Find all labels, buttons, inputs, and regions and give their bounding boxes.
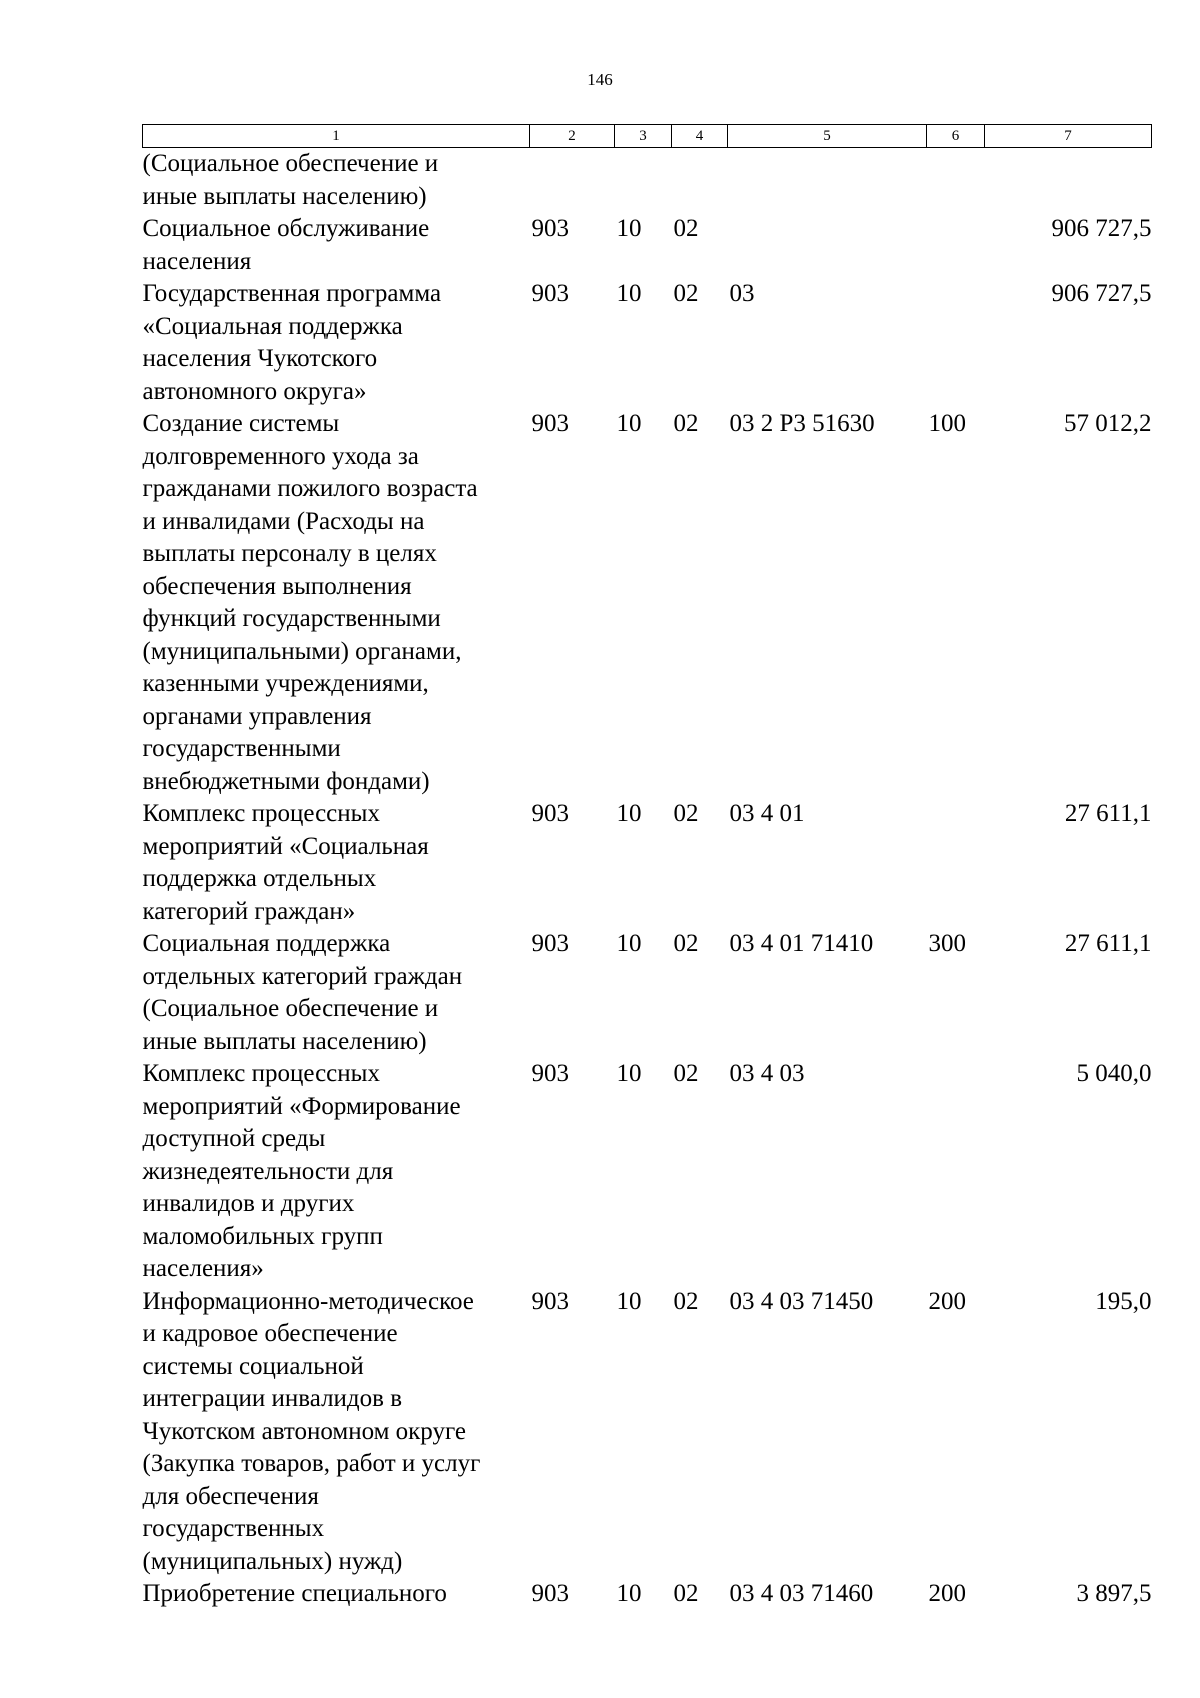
table-row	[143, 1578, 1152, 1611]
row-subsection-cell: 02	[673, 280, 699, 307]
row-target-article-cell	[728, 148, 927, 214]
row-expense-type-cell: 200	[928, 1580, 966, 1607]
row-amount-cell: 906 727,5	[1051, 215, 1152, 242]
row-expense-type-cell: 100	[928, 410, 966, 437]
column-header-6: 6	[927, 125, 985, 148]
row-name-cell: Приобретение специального	[142, 1580, 447, 1607]
row-section-cell: 10	[616, 1060, 642, 1087]
row-name-cell: Государственная программа «Социальная поддержка населения Чукотского автономного округа»	[142, 280, 442, 405]
row-name-cell: (Социальное обеспечение и иные выплаты населению)	[142, 150, 439, 210]
row-amount-cell: 27 611,1	[1064, 800, 1152, 827]
row-target-article-cell: 03 2 Р3 51630	[729, 410, 875, 437]
row-target-article-cell: 03 4 01 71410	[729, 930, 874, 957]
row-name-cell: Информационно-методическое и кадровое обеспечение системы социальной интеграции инвалидов в Чукотском автономном округе (Закупка товаров, работ и услуг для обеспечения государственных (муниципальных) нужд)	[142, 1287, 481, 1575]
table-row	[143, 148, 1152, 214]
row-gr-code-cell: 903	[531, 930, 569, 957]
row-subsection-cell: 02	[673, 1580, 699, 1607]
column-header-1: 1	[143, 125, 530, 148]
row-gr-code-cell: 903	[531, 1060, 569, 1087]
row-gr-code-cell: 903	[531, 280, 569, 307]
table-row	[143, 1286, 1152, 1579]
row-target-article-cell: 03 4 03 71450	[729, 1287, 874, 1315]
row-subsection-cell: 02	[673, 215, 699, 242]
table-row	[143, 278, 1152, 408]
row-expense-type-cell	[927, 213, 985, 278]
row-subsection-cell: 02	[673, 1287, 699, 1315]
row-subsection-cell: 02	[673, 930, 699, 957]
table-row	[143, 213, 1152, 278]
row-expense-type-cell	[927, 148, 985, 214]
row-name-cell: Социальная поддержка отдельных категорий граждан (Социальное обеспечение и иные выплаты населению)	[142, 930, 463, 1055]
row-amount-cell: 906 727,5	[1051, 280, 1152, 307]
row-expense-type-cell	[927, 278, 985, 408]
row-name-cell: Создание системы долговременного ухода за гражданами пожилого возраста и инвалидами (Расходы на выплаты персоналу в целях обеспечения выполнения функций государственными (муниципальными) органами, казенными учреждениями, органами управления государственными внебюджетными фондами)	[142, 410, 478, 795]
row-subsection-cell: 02	[673, 410, 699, 437]
column-header-7: 7	[985, 125, 1152, 148]
column-header-2: 2	[530, 125, 615, 148]
row-subsection-cell	[672, 148, 728, 214]
column-header-5: 5	[728, 125, 927, 148]
column-header-3: 3	[615, 125, 672, 148]
row-amount-cell: 57 012,2	[1064, 410, 1152, 437]
budget-table	[142, 124, 1152, 1611]
table-row	[143, 408, 1152, 798]
row-amount-cell: 5 040,0	[1076, 1060, 1152, 1087]
row-gr-code-cell: 903	[531, 800, 569, 827]
row-gr-code-cell: 903	[531, 215, 569, 242]
row-amount-cell	[985, 148, 1152, 214]
row-expense-type-cell: 200	[928, 1287, 966, 1315]
row-target-article-cell: 03 4 01	[729, 800, 805, 827]
table-row	[143, 928, 1152, 1058]
row-target-article-cell: 03 4 03	[729, 1060, 805, 1087]
row-section-cell: 10	[616, 800, 642, 827]
row-gr-code-cell: 903	[531, 410, 569, 437]
row-gr-code-cell	[530, 148, 615, 214]
row-gr-code-cell: 903	[531, 1580, 569, 1607]
row-subsection-cell: 02	[673, 1060, 699, 1087]
row-expense-type-cell	[927, 798, 985, 928]
row-expense-type-cell	[927, 1058, 985, 1286]
row-name-cell: Комплекс процессных мероприятий «Формирование доступной среды жизнедеятельности для инвалидов и других маломобильных групп населения»	[142, 1060, 461, 1282]
table-row	[143, 798, 1152, 928]
row-amount-cell: 195,0	[1095, 1287, 1152, 1315]
column-header-4: 4	[672, 125, 728, 148]
row-amount-cell: 27 611,1	[1064, 930, 1152, 957]
row-section-cell: 10	[616, 1287, 642, 1315]
row-section-cell: 10	[616, 930, 642, 957]
row-target-article-cell	[728, 213, 927, 278]
row-subsection-cell: 02	[673, 800, 699, 827]
row-expense-type-cell: 300	[928, 930, 966, 957]
row-section-cell: 10	[616, 1580, 642, 1607]
row-target-article-cell: 03	[729, 280, 755, 307]
row-name-cell: Комплекс процессных мероприятий «Социальная поддержка отдельных категорий граждан»	[142, 800, 429, 925]
row-amount-cell: 3 897,5	[1076, 1580, 1152, 1607]
row-name-cell: Социальное обслуживание населения	[142, 215, 430, 275]
table-row	[143, 1058, 1152, 1286]
column-number-header-row	[143, 125, 1152, 148]
row-section-cell: 10	[616, 280, 642, 307]
row-gr-code-cell: 903	[531, 1287, 569, 1315]
row-section-cell: 10	[616, 215, 642, 242]
row-section-cell: 10	[616, 410, 642, 437]
row-target-article-cell: 03 4 03 71460	[729, 1580, 874, 1607]
page-number: 146	[587, 70, 613, 89]
row-section-cell	[615, 148, 672, 214]
